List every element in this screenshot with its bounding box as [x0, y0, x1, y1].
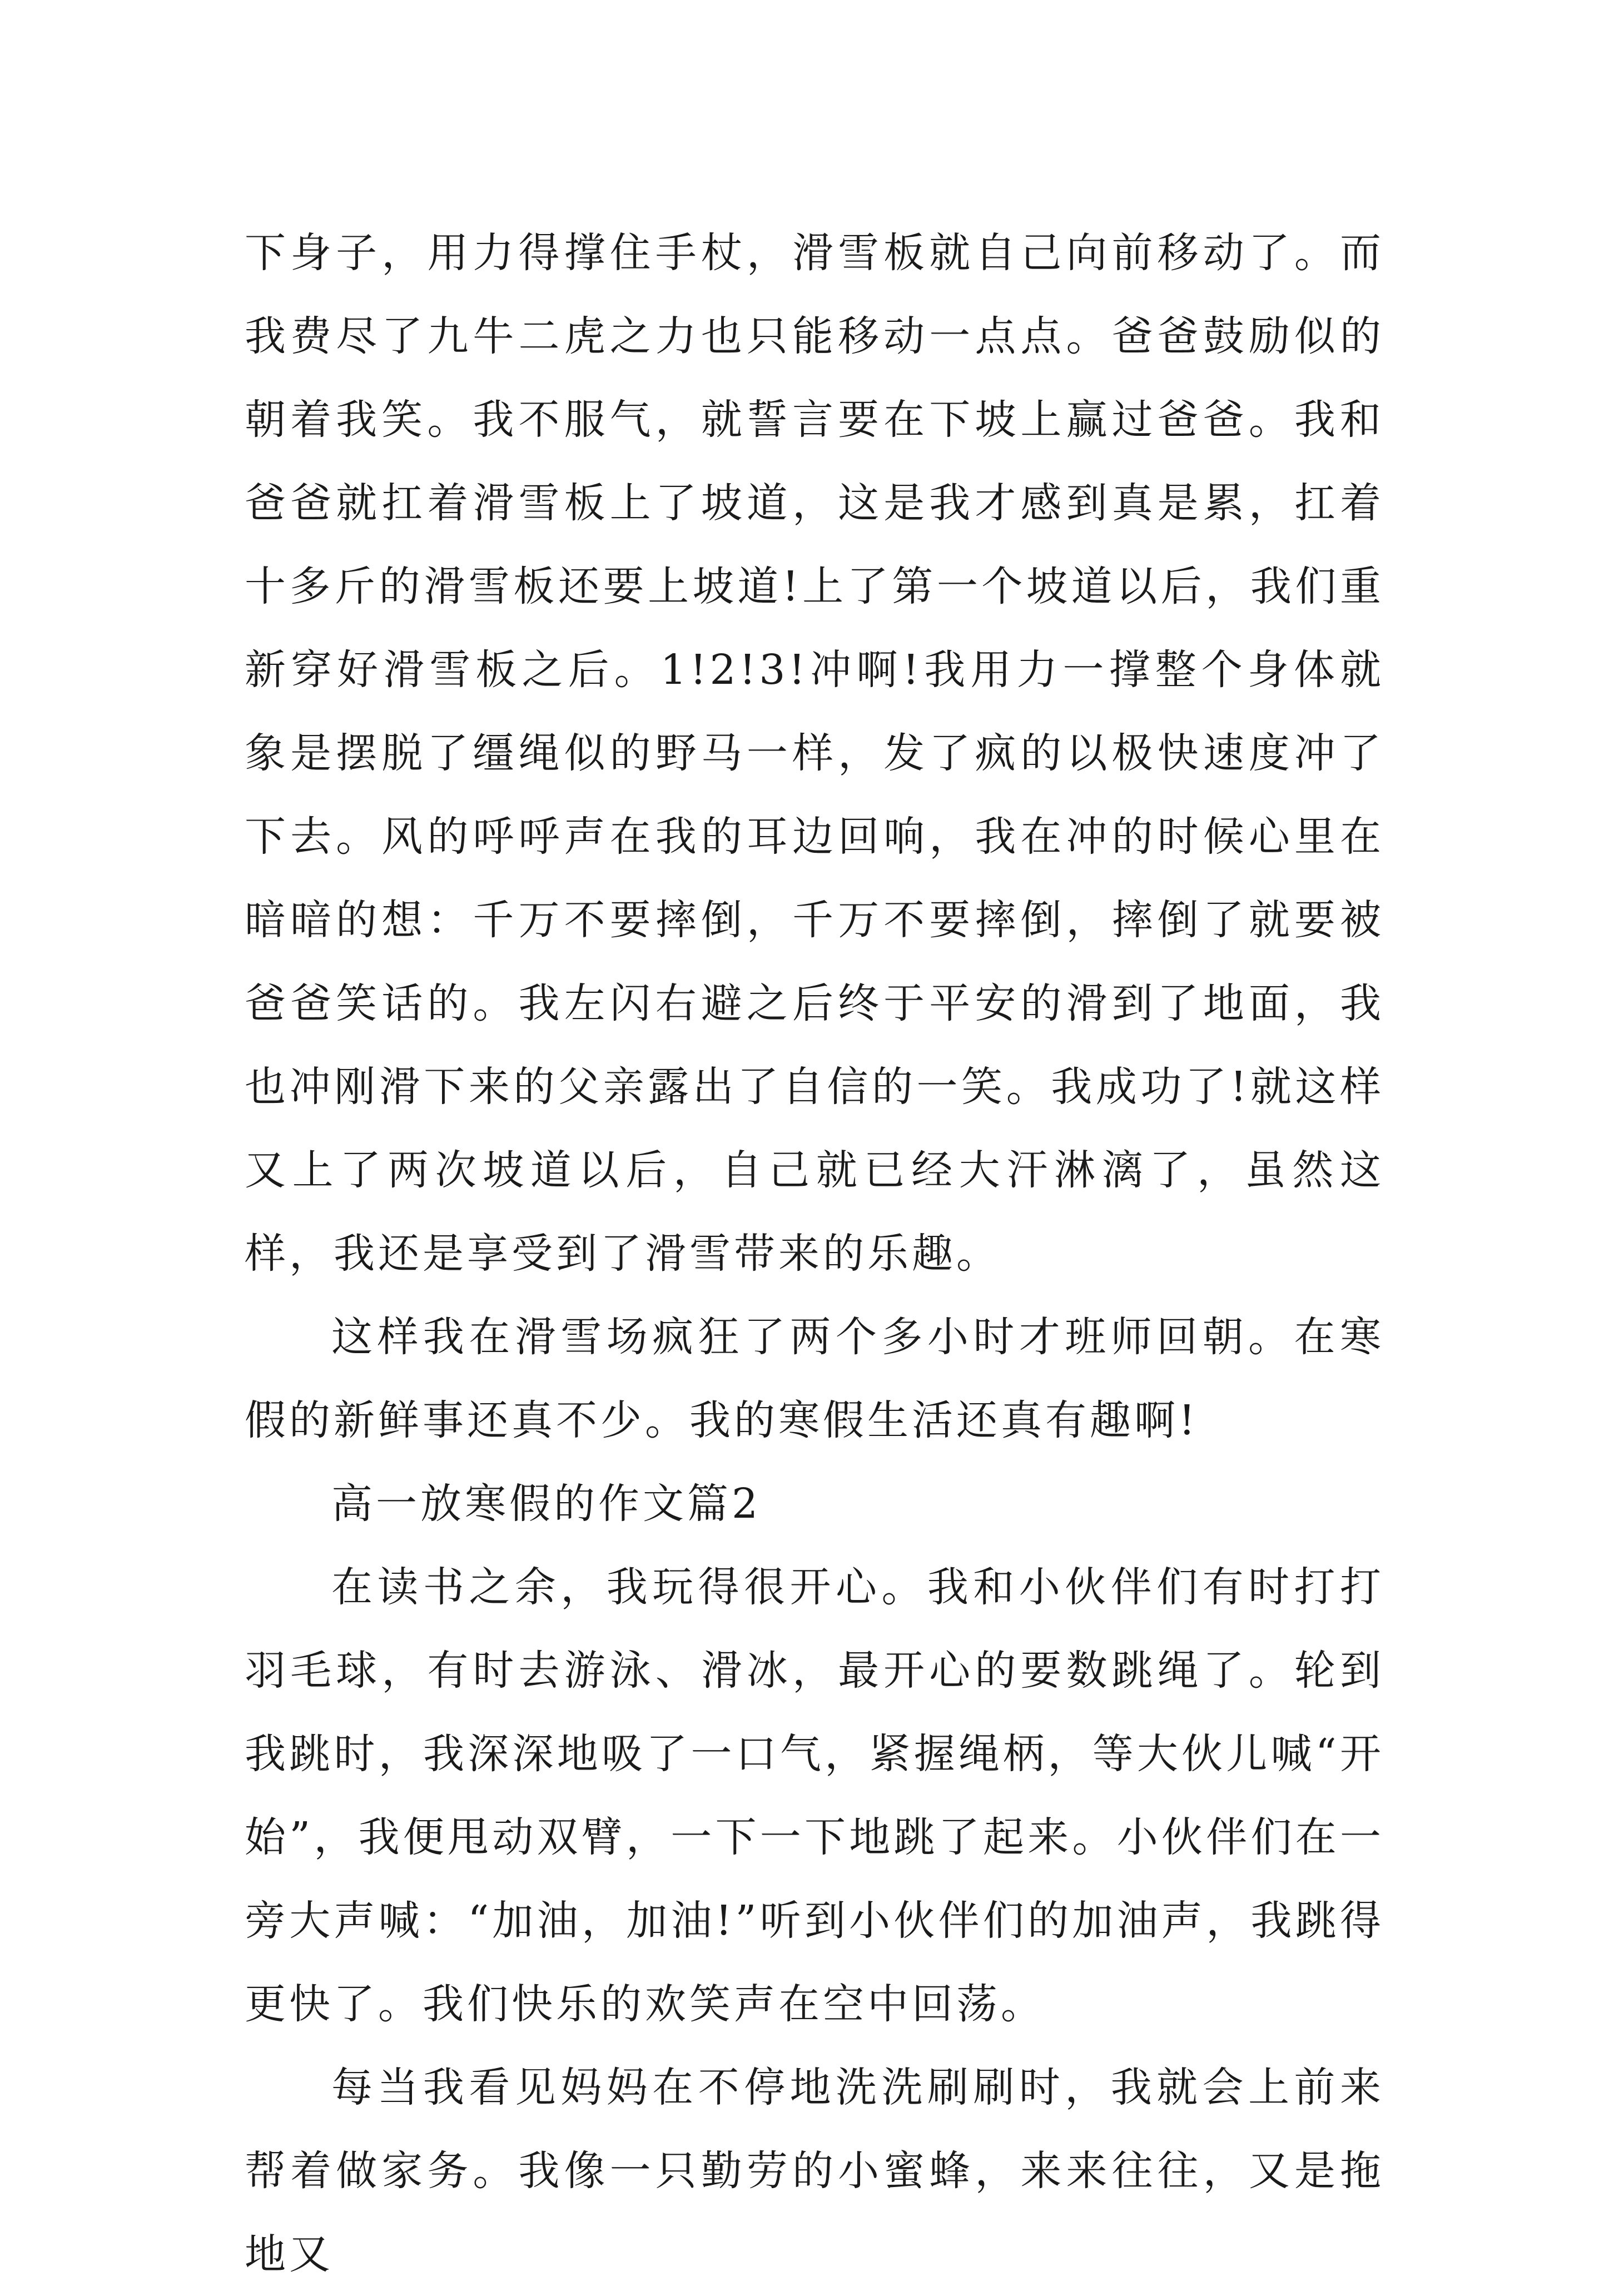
- section-heading: 高一放寒假的作文篇2: [331, 1480, 762, 1528]
- paragraph-skiing-continued: 下身子，用力得撑住手杖，滑雪板就自己向前移动了。而我费尽了九牛二虎之力也只能移动一点点。爸爸鼓励似的朝着我笑。我不服气，就誓言要在下坡上赢过爸爸。我和爸爸就扛着滑雪板上了坡道，这是我才感到真是累，扛着十多斤的滑雪板还要上坡道!上了第一个坡道以后，我们重新穿好滑雪板之后。1!2!3!冲啊!我用力一撑整个身体就象是摆脱了缰绳似的野马一样，发了疯的以极快速度冲了下去。风的呼呼声在我的耳边回响，我在冲的时候心里在暗暗的想：千万不要摔倒，千万不要摔倒，摔倒了就要被爸爸笑话的。我左闪右避之后终于平安的滑到了地面，我也冲刚滑下来的父亲露出了自信的一笑。我成功了!就这样又上了两次坡道以后，自己就已经大汗淋漓了，虽然这样，我还是享受到了滑雪带来的乐趣。: [245, 229, 1384, 1278]
- document-body: [245, 211, 1384, 2296]
- paragraph-playing: 在读书之余，我玩得很开心。我和小伙伴们有时打打羽毛球，有时去游泳、滑冰，最开心的要数跳绳了。轮到我跳时，我深深地吸了一口气，紧握绳柄，等大伙儿喊“开始”，我便甩动双臂，一下一下地跳了起来。小伙伴们在一旁大声喊：“加油，加油!”听到小伙伴们的加油声，我跳得更快了。我们快乐的欢笑声在空中回荡。: [245, 1563, 1384, 2028]
- paragraph-skiing-conclusion: 这样我在滑雪场疯狂了两个多小时才班师回朝。在寒假的新鲜事还真不少。我的寒假生活还真有趣啊!: [245, 1313, 1384, 1444]
- paragraph-housework: 每当我看见妈妈在不停地洗洗刷刷时，我就会上前来帮着做家务。我像一只勤劳的小蜜蜂，来来往往，又是拖地又: [245, 2064, 1384, 2278]
